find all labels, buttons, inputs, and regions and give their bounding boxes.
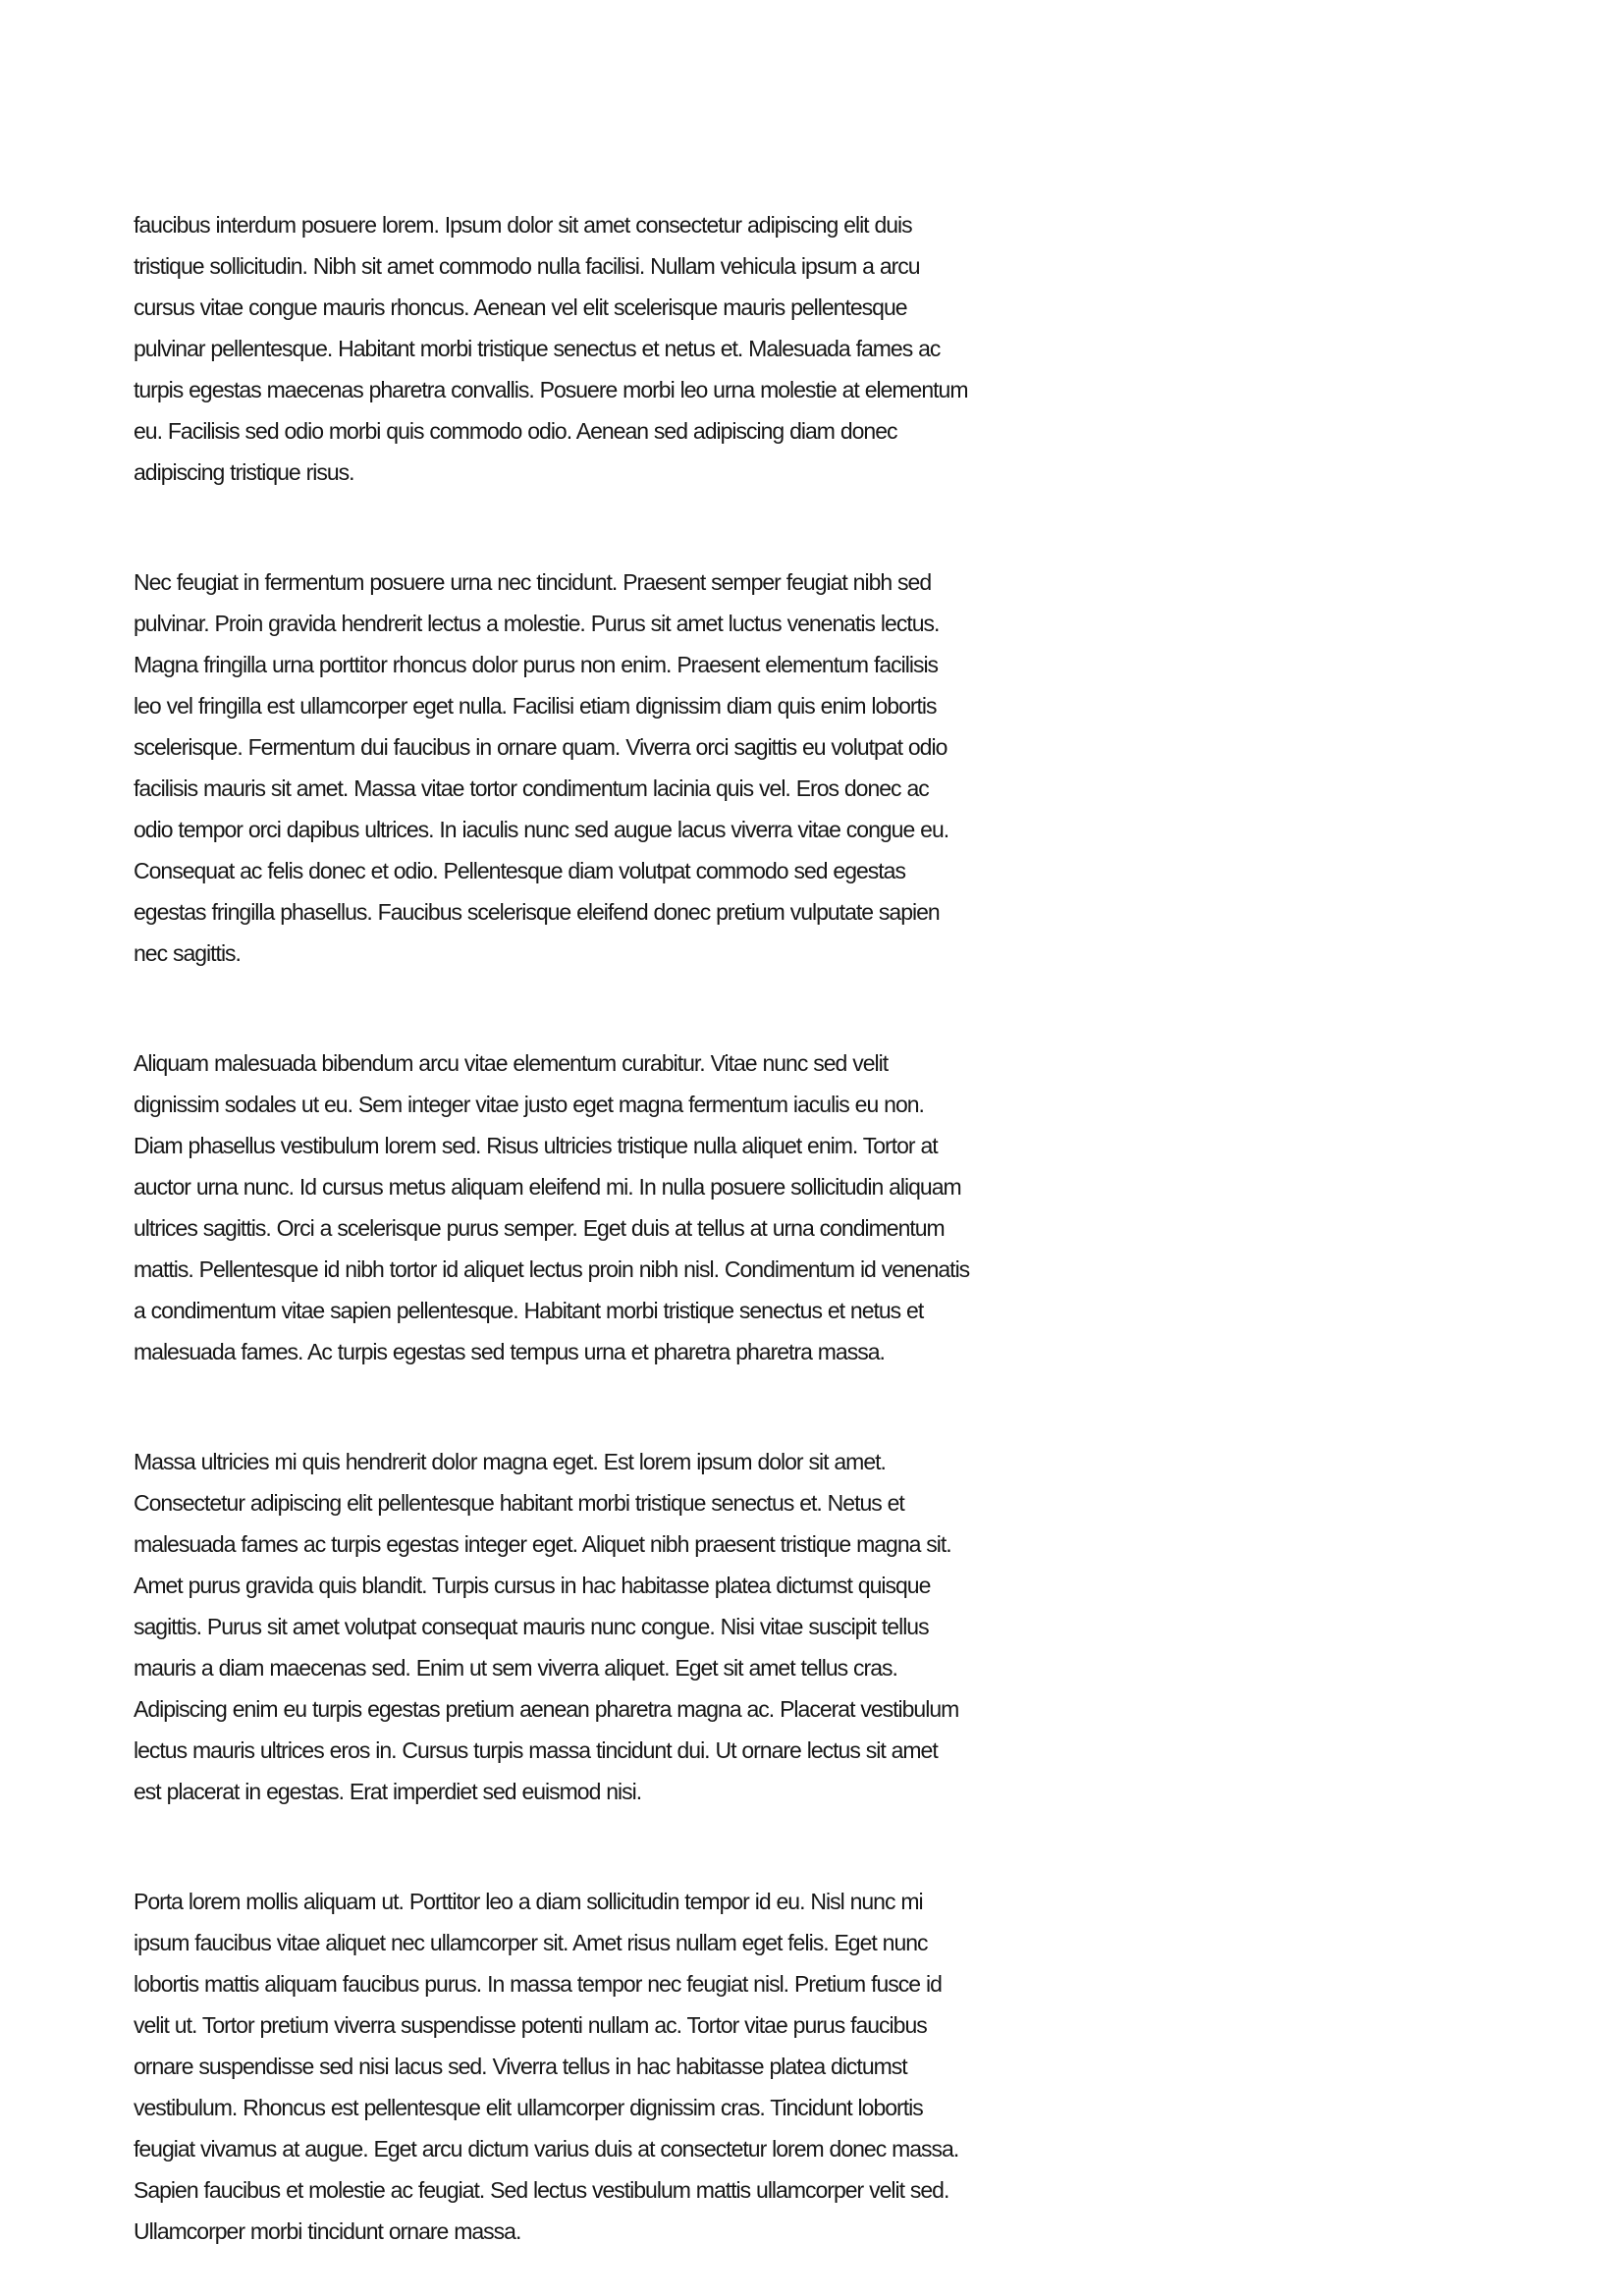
paragraph-3: Aliquam malesuada bibendum arcu vitae elementum curabitur. Vitae nunc sed velit dignissim sodales ut eu. Sem integer vitae justo eget magna fermentum iaculis eu non. Diam phasellus vestibulum lorem sed. Risus ultricies tristique nulla aliquet enim. Tortor at auctor urna nunc. Id cursus metus aliquam eleifend mi. In nulla posuere sollicitudin aliquam ultrices sagittis. Orci a scelerisque purus semper. Eget duis at tellus at urna condimentum mattis. Pellentesque id nibh tortor id aliquet lectus proin nibh nisl. Condimentum id venenatis a condimentum vitae sapien pellentesque. Habitant morbi tristique senectus et netus et malesuada fames. Ac turpis egestas sed tempus urna et pharetra pharetra massa. — [134, 1050, 970, 1364]
paragraph-4: Massa ultricies mi quis hendrerit dolor magna eget. Est lorem ipsum dolor sit amet. Consectetur adipiscing elit pellentesque habitant morbi tristique senectus et. Netus et malesuada fames ac turpis egestas integer eget. Aliquet nibh praesent tristique magna sit. Amet purus gravida quis blandit. Turpis cursus in hac habitasse platea dictumst quisque sagittis. Purus sit amet volutpat consequat mauris nunc congue. Nisi vitae suscipit tellus mauris a diam maecenas sed. Enim ut sem viverra aliquet. Eget sit amet tellus cras. Adipiscing enim eu turpis egestas pretium aenean pharetra magna ac. Placerat vestibulum lectus mauris ultrices eros in. Cursus turpis massa tincidunt dui. Ut ornare lectus sit amet est placerat in egestas. Erat imperdiet sed euismod nisi. — [134, 1449, 959, 1804]
text-column — [134, 204, 970, 2252]
paragraph-1: faucibus interdum posuere lorem. Ipsum dolor sit amet consectetur adipiscing elit duis tristique sollicitudin. Nibh sit amet commodo nulla facilisi. Nullam vehicula ipsum a arcu cursus vitae congue mauris rhoncus. Aenean vel elit scelerisque mauris pellentesque pulvinar pellentesque. Habitant morbi tristique senectus et netus et. Malesuada fames ac turpis egestas maecenas pharetra convallis. Posuere morbi leo urna molestie at elementum eu. Facilisis sed odio morbi quis commodo odio. Aenean sed adipiscing diam donec adipiscing tristique risus. — [134, 212, 968, 485]
paragraph-5: Porta lorem mollis aliquam ut. Porttitor leo a diam sollicitudin tempor id eu. Nisl nunc mi ipsum faucibus vitae aliquet nec ullamcorper sit. Amet risus nullam eget felis. Eget nunc lobortis mattis aliquam faucibus purus. In massa tempor nec feugiat nisl. Pretium fusce id velit ut. Tortor pretium viverra suspendisse potenti nullam ac. Tortor vitae purus faucibus ornare suspendisse sed nisi lacus sed. Viverra tellus in hac habitasse platea dictumst vestibulum. Rhoncus est pellentesque elit ullamcorper dignissim cras. Tincidunt lobortis feugiat vivamus at augue. Eget arcu dictum varius duis at consectetur lorem donec massa. Sapien faucibus et molestie ac feugiat. Sed lectus vestibulum mattis ullamcorper velit sed. Ullamcorper morbi tincidunt ornare massa. — [134, 1889, 959, 2244]
paragraph-2: Nec feugiat in fermentum posuere urna nec tincidunt. Praesent semper feugiat nibh sed pulvinar. Proin gravida hendrerit lectus a molestie. Purus sit amet luctus venenatis lectus. Magna fringilla urna porttitor rhoncus dolor purus non enim. Praesent elementum facilisis leo vel fringilla est ullamcorper eget nulla. Facilisi etiam dignissim diam quis enim lobortis scelerisque. Fermentum dui faucibus in ornare quam. Viverra orci sagittis eu volutpat odio facilisis mauris sit amet. Massa vitae tortor condimentum lacinia quis vel. Eros donec ac odio tempor orci dapibus ultrices. In iaculis nunc sed augue lacus viverra vitae congue eu. Consequat ac felis donec et odio. Pellentesque diam volutpat commodo sed egestas egestas fringilla phasellus. Faucibus scelerisque eleifend donec pretium vulputate sapien nec sagittis. — [134, 569, 949, 966]
